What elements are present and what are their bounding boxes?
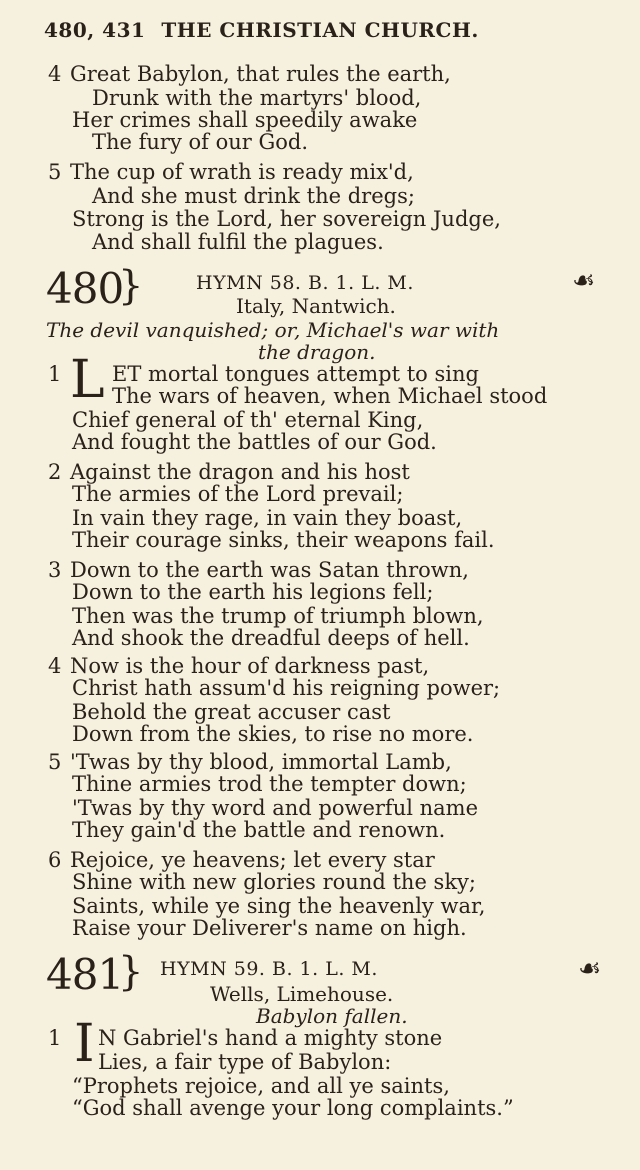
stanza-line: 'Twas by thy word and powerful name xyxy=(72,796,479,820)
stanza-line: N Gabriel's hand a mighty stone xyxy=(98,1026,443,1050)
stanza-line xyxy=(48,750,452,774)
verse-text: Against the dragon and his host xyxy=(70,460,410,484)
fleuron-icon: ☙ xyxy=(578,954,602,984)
stanza-line: ET mortal tongues attempt to sing xyxy=(112,362,479,386)
stanza-number: 1 xyxy=(48,362,62,386)
stanza-number: 1 xyxy=(48,1026,62,1050)
page-numbers: 480, 431 xyxy=(44,18,146,42)
hymn-subtitle: Babylon fallen. xyxy=(256,1004,408,1028)
verse-text: The cup of wrath is ready mix'd, xyxy=(70,160,414,184)
running-header xyxy=(44,18,524,42)
stanza-number: 5 xyxy=(48,160,62,184)
drop-cap: I xyxy=(74,1014,95,1074)
stanza-line: Thine armies trod the tempter down; xyxy=(72,772,467,796)
stanza-number: 4 xyxy=(48,62,62,86)
stanza-line xyxy=(48,160,414,184)
stanza-line: In vain they rage, in vain they boast, xyxy=(72,506,463,530)
hymn-heading: HYMN 59. B. 1. L. M. xyxy=(160,958,378,980)
stanza-line xyxy=(48,654,429,678)
stanza-number: 3 xyxy=(48,558,62,582)
stanza-line: Then was the trump of triumph blown, xyxy=(72,604,484,628)
stanza-line: “Prophets rejoice, and all ye saints, xyxy=(72,1074,450,1098)
hymn-heading: HYMN 58. B. 1. L. M. xyxy=(196,272,414,294)
verse-text: 'Twas by thy blood, immortal Lamb, xyxy=(70,750,452,774)
drop-cap: L xyxy=(70,350,105,410)
stanza-line: Down to the earth his legions fell; xyxy=(72,580,434,604)
hymn-number: 481 xyxy=(46,950,124,999)
stanza-line: Their courage sinks, their weapons fail. xyxy=(72,528,495,552)
stanza-line xyxy=(48,848,435,872)
stanza-line: Behold the great accuser cast xyxy=(72,700,391,724)
stanza-line: Chief general of th' eternal King, xyxy=(72,408,424,432)
stanza-number: 4 xyxy=(48,654,62,678)
verse-text: Rejoice, ye heavens; let every star xyxy=(70,848,435,872)
stanza-line: “God shall avenge your long complaints.” xyxy=(72,1096,514,1120)
stanza-number: 6 xyxy=(48,848,62,872)
hymn-subtitle: The devil vanquished; or, Michael's war with xyxy=(46,318,500,342)
verse-text: Now is the hour of darkness past, xyxy=(70,654,430,678)
stanza-line: The armies of the Lord prevail; xyxy=(72,482,404,506)
stanza-line xyxy=(48,460,410,484)
page-title: THE CHRISTIAN CHURCH. xyxy=(161,18,479,42)
hymn-subtitle-cont: the dragon. xyxy=(258,340,376,364)
stanza-line: Drunk with the martyrs' blood, xyxy=(92,86,422,110)
fleuron-icon: ☙ xyxy=(572,266,596,296)
stanza-line: Strong is the Lord, her sovereign Judge, xyxy=(72,207,501,231)
stanza-line: The fury of our God. xyxy=(92,130,309,154)
stanza-line: And shall fulfil the plagues. xyxy=(92,230,384,254)
verse-text: Down to the earth was Satan thrown, xyxy=(70,558,469,582)
stanza-line: Shine with new glories round the sky; xyxy=(72,870,476,894)
stanza-line xyxy=(48,62,451,86)
hymn-number: 480 xyxy=(46,264,124,313)
tune-names: Italy, Nantwich. xyxy=(236,294,396,318)
stanza-line: Lies, a fair type of Babylon: xyxy=(98,1050,392,1074)
stanza-line: Saints, while ye sing the heavenly war, xyxy=(72,894,486,918)
stanza-line: Raise your Deliverer's name on high. xyxy=(72,916,467,940)
tune-names: Wells, Limehouse. xyxy=(210,982,394,1006)
brace-ornament: } xyxy=(118,263,144,309)
stanza-number: 5 xyxy=(48,750,62,774)
stanza-line: Down from the skies, to rise no more. xyxy=(72,722,474,746)
stanza-line xyxy=(48,558,469,582)
stanza-line: And fought the battles of our God. xyxy=(72,430,437,454)
stanza-line: And shook the dreadful deeps of hell. xyxy=(72,626,470,650)
verse-text: Great Babylon, that rules the earth, xyxy=(70,62,451,86)
brace-ornament: } xyxy=(118,949,144,995)
stanza-line: Her crimes shall speedily awake xyxy=(72,108,418,132)
stanza-line: They gain'd the battle and renown. xyxy=(72,818,446,842)
stanza-number: 2 xyxy=(48,460,62,484)
stanza-line: The wars of heaven, when Michael stood xyxy=(112,384,548,408)
stanza-line: Christ hath assum'd his reigning power; xyxy=(72,676,501,700)
stanza-line: And she must drink the dregs; xyxy=(92,184,415,208)
